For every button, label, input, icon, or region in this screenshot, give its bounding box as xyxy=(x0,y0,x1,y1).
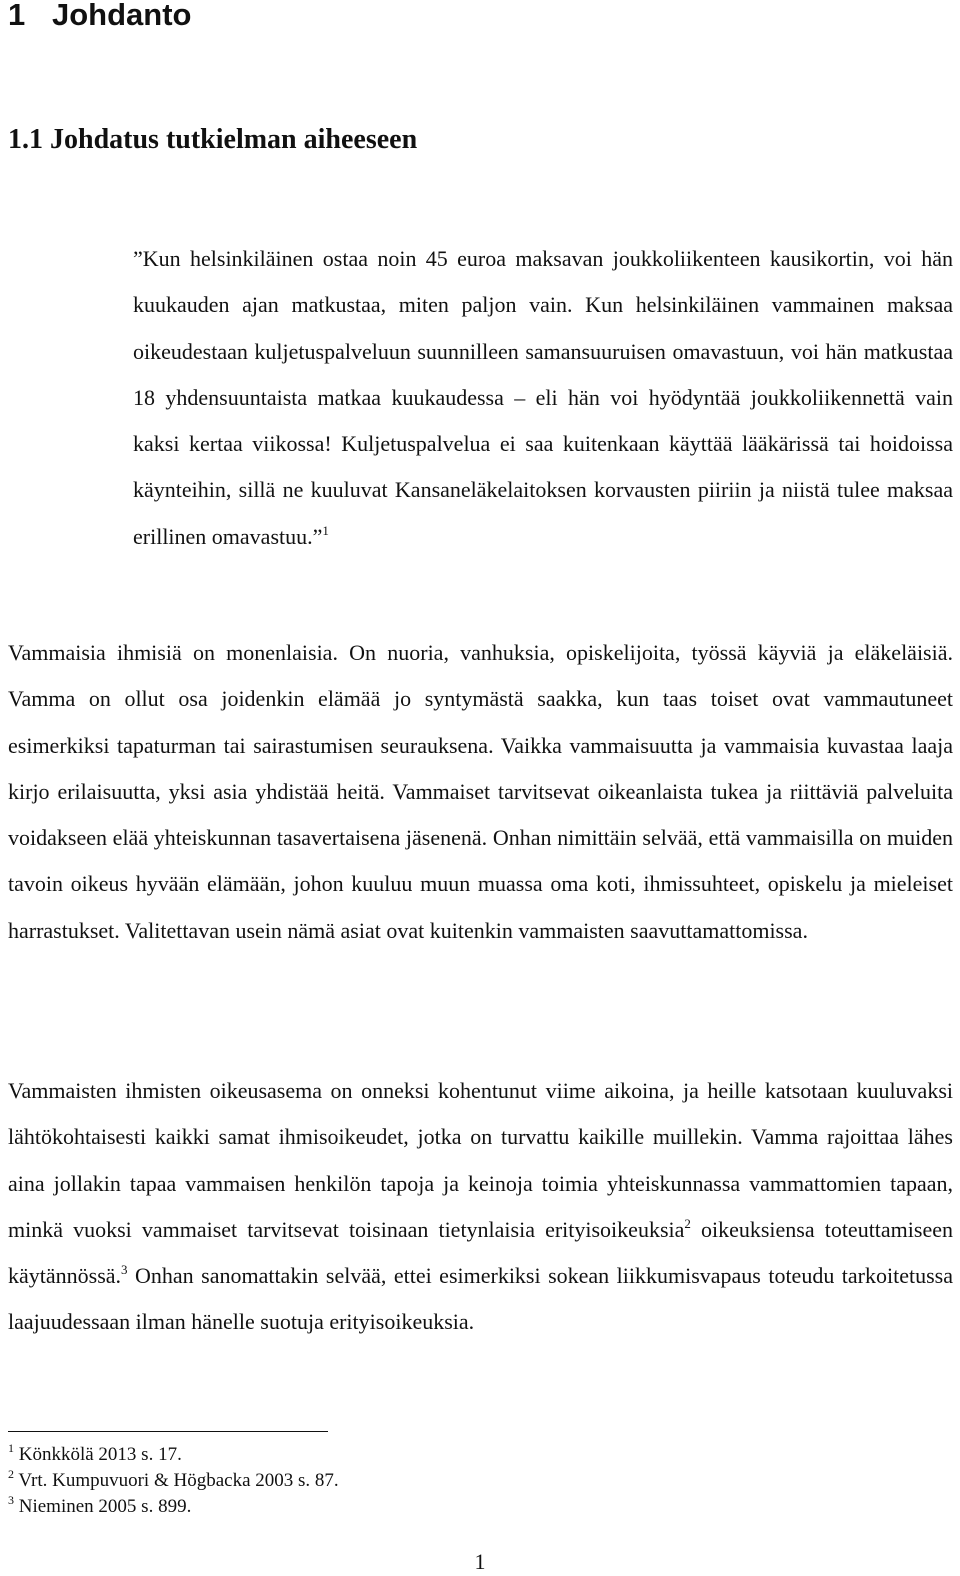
body-paragraph-1: Vammaisia ihmisiä on monenlaisia. On nuoria, vanhuksia, opiskelijoita, työssä käyviä ja eläkeläisiä. Vamma on ollut osa joidenkin elämää jo syntymästä saakka, kun taas toiset ovat vammautuneet esimerkiksi tapaturman tai sairastumisen seurauksena. Vaikka vammaisuutta ja vammaisia kuvastaa laaja kirjo erilaisuutta, yksi asia yhdistää heitä. Vammaiset tarvitsevat oikeanlaista tukea ja riittäviä palveluita voidakseen elää yhteiskunnan tasavertaisena jäsenenä. Onhan nimittäin selvää, että vammaisilla on muiden tavoin oikeus hyvään elämään, johon kuuluu muun muassa oma koti, ihmissuhteet, opiskelu ja mieleiset harrastukset. Valitettavan usein nämä asiat ovat kuitenkin vammaisten saavuttamattomissa. xyxy=(8,640,953,943)
footnote-item xyxy=(8,1442,339,1468)
quote-text: ”Kun helsinkiläinen ostaa noin 45 euroa maksavan joukkoliikenteen kausikortin, voi hän kuukauden ajan matkustaa, miten paljon vain. Kun helsinkiläinen vammainen maksaa oikeudestaan kuljetuspalveluun suunnilleen samansuuruisen omavastuun, voi hän matkustaa 18 yhdensuuntaista matkaa kuukaudessa – eli hän voi hyödyntää joukkoliikennettä vain kaksi kertaa viikossa! Kuljetuspalvelua ei saa kuitenkaan käyttää lääkärissä tai hoidoissa käynteihin, sillä ne kuuluvat Kansaneläkelaitoksen korvausten piiriin ja niistä tulee maksaa erillinen omavastuu.” xyxy=(133,246,953,549)
footnotes-list xyxy=(8,1442,339,1520)
footnote-ref-3: 3 xyxy=(121,1262,128,1278)
chapter-number: 1 xyxy=(8,0,26,32)
paragraph-2-part-3: Onhan sanomattakin selvää, ettei esimerkiksi sokean liikkumisvapaus toteudu tarkoitetussa laajuudessaan ilman hänelle suotuja erityisoikeuksia. xyxy=(8,1263,953,1335)
footnote-text: Vrt. Kumpuvuori & Högbacka 2003 s. 87. xyxy=(18,1470,339,1491)
block-quote xyxy=(133,236,953,560)
paragraph-2-part-2: oikeuksiensa toteuttamiseen käytännössä. xyxy=(8,1216,953,1289)
footnote-number: 2 xyxy=(8,1467,14,1481)
footnote-separator xyxy=(8,1431,328,1432)
footnote-ref-1: 1 xyxy=(322,522,329,538)
footnote-item xyxy=(8,1494,339,1520)
chapter-heading xyxy=(8,0,192,40)
footnote-item xyxy=(8,1468,339,1494)
page-number: 1 xyxy=(474,1549,486,1574)
footnote-number: 3 xyxy=(8,1493,14,1507)
footnote-text: Könkkölä 2013 s. 17. xyxy=(18,1444,182,1465)
footnote-number: 1 xyxy=(8,1441,14,1455)
footnote-ref-2: 2 xyxy=(684,1215,691,1231)
section-heading: 1.1 Johdatus tutkielman aiheeseen xyxy=(8,124,418,155)
chapter-title: Johdanto xyxy=(52,0,192,32)
paragraph-2-part-1: Vammaisten ihmisten oikeusasema on onneksi kohentunut viime aikoina, ja heille katsotaan kuuluvaksi lähtökohtaisesti kaikki samat ihmisoikeudet, jotka on turvattu kaikille muillekin. Vamma rajoittaa lähes aina jollakin tapaa vammaisen henkilön tapoja ja keinoja toimia yhteiskunnassa vammattomien tapaan, minkä vuoksi vammaiset tarvitsevat toisinaan tietynlaisia erityisoikeuksia xyxy=(8,1078,953,1242)
footnote-text: Nieminen 2005 s. 899. xyxy=(18,1496,192,1517)
body-paragraph-2 xyxy=(8,1068,953,1346)
